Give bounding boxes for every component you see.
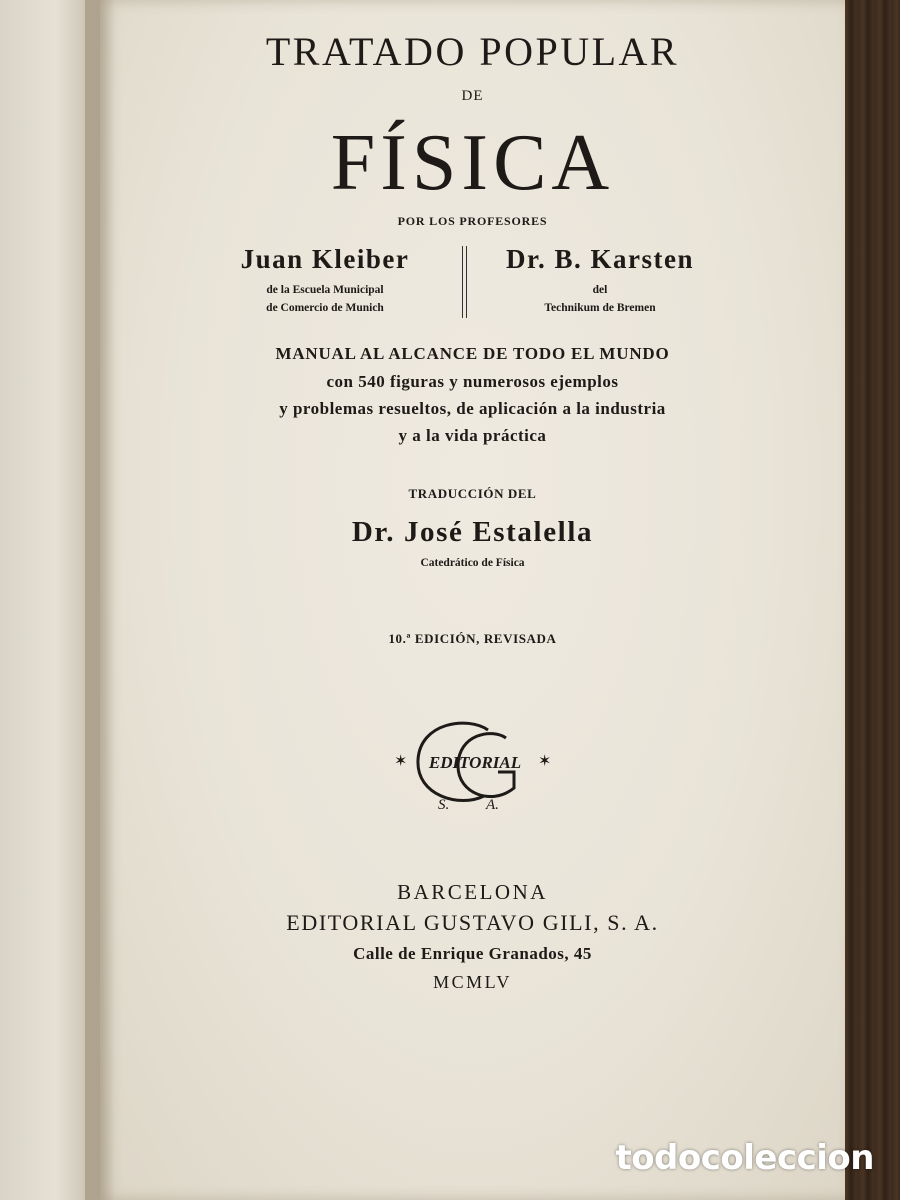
description-line-3: y problemas resueltos, de aplicación a la industria — [279, 399, 666, 418]
author-1-name: Juan Kleiber — [240, 244, 410, 274]
wooden-table-background — [840, 0, 900, 1200]
title-line-1: TRATADO POPULAR — [265, 29, 680, 74]
author-1-affiliation-line-2: de Comercio de Munich — [266, 302, 384, 314]
publisher-name: EDITORIAL GUSTAVO GILI, S. A. — [286, 910, 659, 935]
byline: POR LOS PROFESORES — [397, 214, 548, 228]
publisher-city: BARCELONA — [397, 880, 548, 904]
publication-year: MCMLV — [433, 972, 512, 992]
main-title: FÍSICA — [330, 119, 615, 207]
description-line-2: con 540 figuras y numerosos ejemplos — [326, 372, 619, 391]
svg-text:✶: ✶ — [538, 751, 552, 770]
author-divider — [462, 246, 467, 318]
svg-text:S.: S. — [438, 797, 450, 813]
description-line-4: y a la vida práctica — [398, 426, 547, 445]
watermark: todocoleccion — [615, 1138, 874, 1178]
author-2-affiliation-line-1: del — [592, 284, 608, 296]
translator-role: Catedrático de Física — [420, 557, 525, 569]
author-1-affiliation-line-1: de la Escuela Municipal — [266, 284, 384, 296]
publisher-address: Calle de Enrique Granados, 45 — [353, 944, 592, 963]
title-line-2: DE — [461, 88, 484, 104]
svg-text:A.: A. — [486, 797, 499, 813]
description-line-1: MANUAL AL ALCANCE DE TODO EL MUNDO — [275, 344, 670, 363]
publisher-monogram-icon — [380, 716, 570, 816]
edition: 10.ª EDICIÓN, REVISADA — [388, 631, 557, 646]
svg-text:EDITORIAL: EDITORIAL — [428, 753, 522, 772]
author-2-affiliation-line-2: Technikum de Bremen — [544, 302, 656, 314]
publisher-logo — [380, 716, 570, 816]
svg-text:✶: ✶ — [394, 751, 408, 770]
translator-name: Dr. José Estalella — [351, 516, 594, 548]
translation-label: TRADUCCIÓN DEL — [408, 486, 537, 501]
author-2-name: Dr. B. Karsten — [506, 244, 694, 274]
